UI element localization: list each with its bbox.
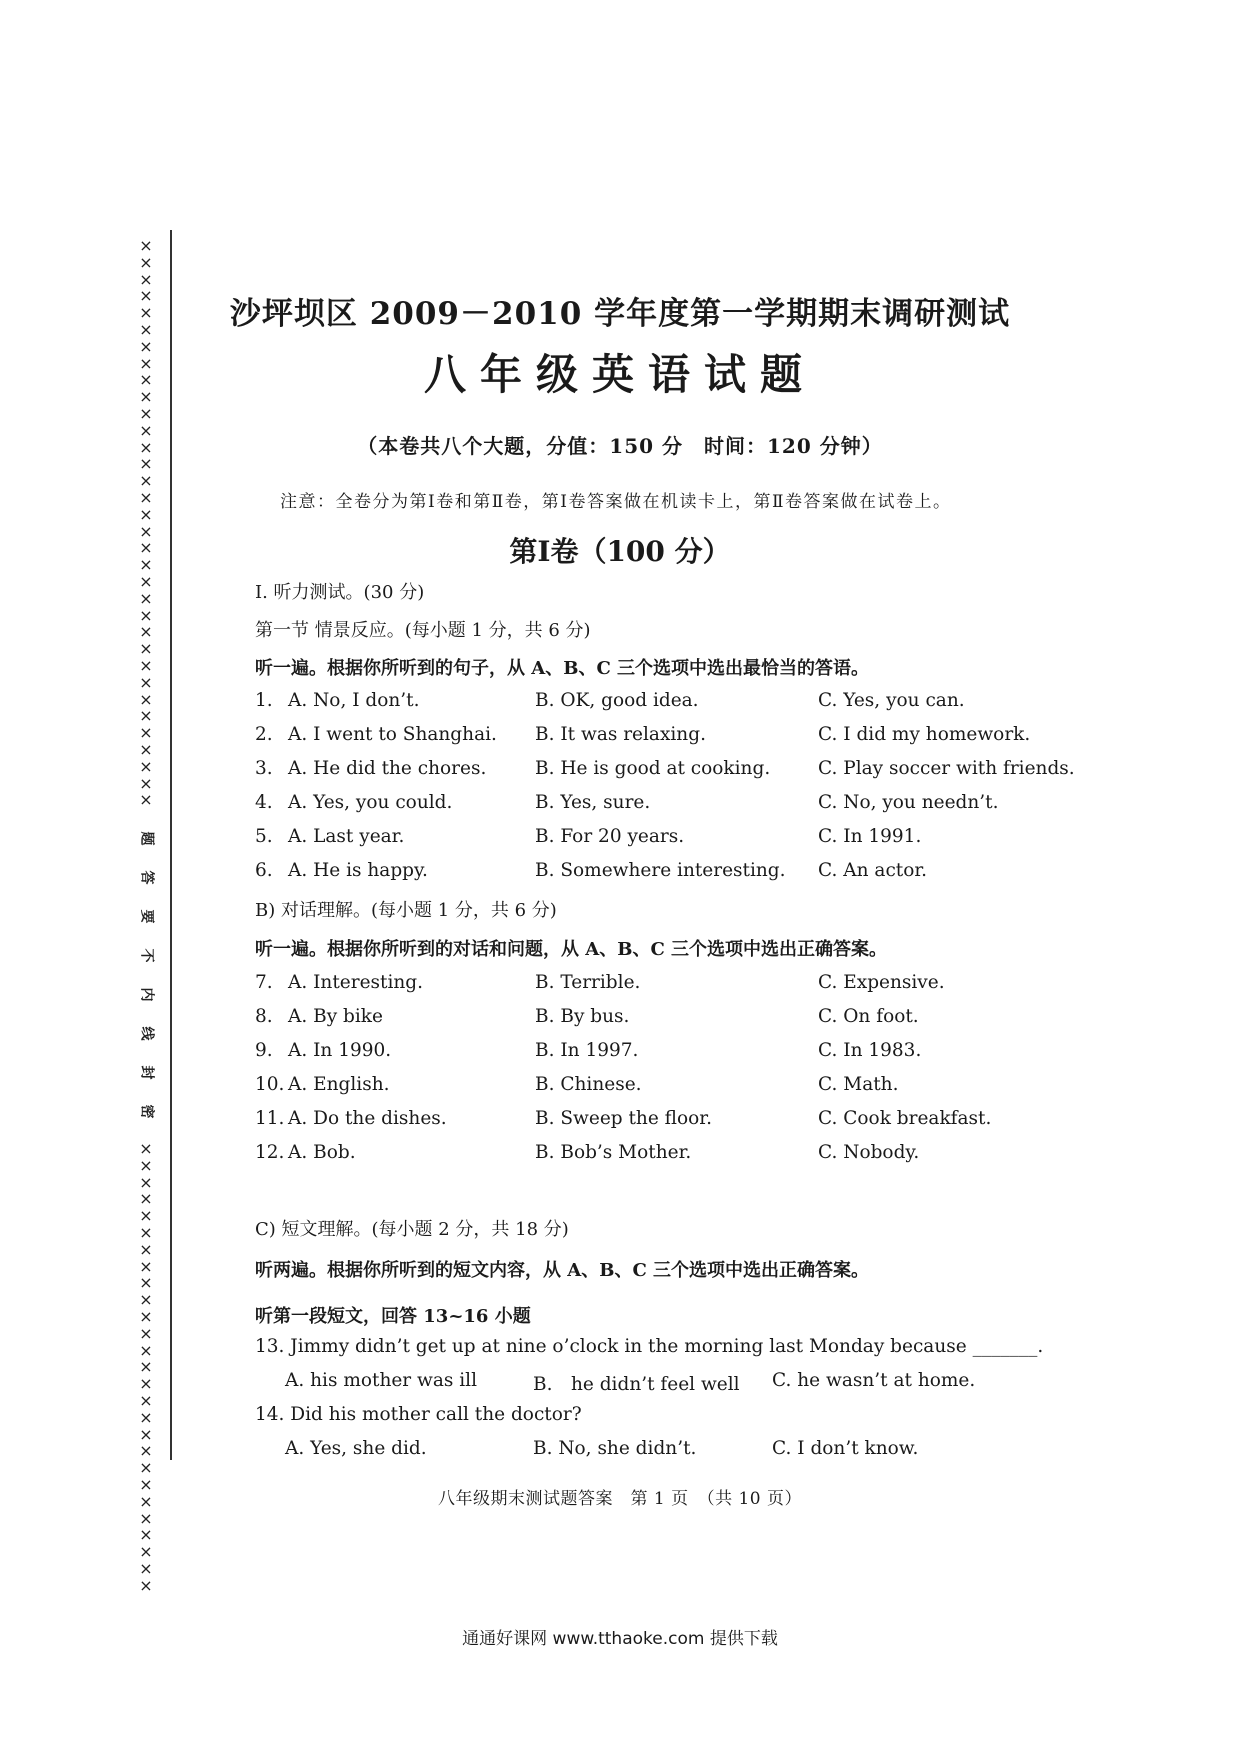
question-number: 2.: [255, 724, 273, 745]
seal-x-marks-bottom: × × × × × × × × × × × × × × × × × × × × × × × × × × ×: [139, 1139, 153, 1595]
option-a: A. Do the dishes.: [288, 1108, 447, 1129]
question-number: 8.: [255, 1006, 273, 1027]
question-row: [255, 826, 1055, 852]
option-b: B. Somewhere interesting.: [535, 860, 786, 881]
option-a: A. He is happy.: [288, 860, 428, 881]
part-title: 第Ⅰ卷（100 分）: [509, 535, 731, 568]
option-b: B. He is good at cooking.: [535, 758, 771, 779]
question-13-stem: 13. Jimmy didn’t get up at nine o’clock in the morning last Monday because _______.: [255, 1336, 1044, 1357]
option-c: C. An actor.: [818, 860, 928, 881]
question-row: [255, 1142, 1055, 1168]
seal-char: 密: [138, 1104, 155, 1119]
section-heading: I. 听力测试。(30 分): [255, 582, 425, 603]
seal-column: [128, 236, 164, 1595]
question-number: 5.: [255, 826, 273, 847]
question-number: 10.: [255, 1074, 285, 1095]
question-row: [255, 972, 1055, 998]
option-c: C. No, you needn’t.: [818, 792, 999, 813]
option-a: A. English.: [288, 1074, 390, 1095]
option-b: B. By bus.: [535, 1006, 630, 1027]
question-number: 12.: [255, 1142, 285, 1163]
subsection-c-heading: C) 短文理解。(每小题 2 分，共 18 分): [255, 1219, 569, 1240]
option-c: C. In 1983.: [818, 1040, 922, 1061]
seal-x-marks-top: × × × × × × × × × × × × × × × × × × × × × × × × × × × × × × × × × ×: [139, 236, 153, 810]
option-a: A. Bob.: [288, 1142, 356, 1163]
option-a: A. He did the chores.: [288, 758, 487, 779]
question-row: [255, 1006, 1055, 1032]
option-b: B. OK, good idea.: [535, 690, 699, 711]
question-number: 1.: [255, 690, 273, 711]
option-c: C. Play soccer with friends.: [818, 758, 1075, 779]
option-c: C. I did my homework.: [818, 724, 1031, 745]
seal-char: 要: [138, 909, 155, 924]
subsection-b-instruction: 听一遍。根据你所听到的对话和问题，从 A、B、C 三个选项中选出正确答案。: [255, 939, 888, 960]
option-c: C. Nobody.: [818, 1142, 920, 1163]
subsection-a-heading: 第一节 情景反应。(每小题 1 分，共 6 分): [255, 620, 591, 641]
seal-char: 题: [138, 831, 155, 846]
question-number: 11.: [255, 1108, 285, 1129]
subsection-a-instruction: 听一遍。根据你所听到的句子，从 A、B、C 三个选项中选出最恰当的答语。: [255, 658, 870, 679]
question-number: 9.: [255, 1040, 273, 1061]
question-row: [255, 724, 1055, 750]
question-number: 7.: [255, 972, 273, 993]
subsection-c-instruction: 听两遍。根据你所听到的短文内容，从 A、B、C 三个选项中选出正确答案。: [255, 1260, 870, 1281]
option-b: B. It was relaxing.: [535, 724, 706, 745]
exam-title: 沙坪坝区 2009－2010 学年度第一学期期末调研测试: [229, 296, 1011, 332]
seal-line: [170, 230, 172, 1460]
exam-notice: 注意：全卷分为第Ⅰ卷和第Ⅱ卷，第Ⅰ卷答案做在机读卡上，第Ⅱ卷答案做在试卷上。: [280, 492, 952, 512]
question-13-options: [285, 1370, 1045, 1396]
seal-char: 封: [138, 1065, 155, 1080]
seal-warning-text: [139, 819, 153, 1131]
option-c: C. he wasn’t at home.: [772, 1370, 976, 1391]
question-row: [255, 690, 1055, 716]
subsection-b-heading: B) 对话理解。(每小题 1 分，共 6 分): [255, 900, 557, 921]
option-a: A. Last year.: [288, 826, 405, 847]
option-a: A. By bike: [288, 1006, 383, 1027]
question-row: [255, 1108, 1055, 1134]
question-14-stem: 14. Did his mother call the doctor?: [255, 1404, 582, 1425]
option-a: A. his mother was ill: [285, 1370, 478, 1391]
exam-info: （本卷共八个大题，分值：150 分 时间：120 分钟）: [357, 434, 883, 458]
option-b: B. For 20 years.: [535, 826, 685, 847]
question-row: [255, 758, 1075, 784]
option-a: A. Yes, you could.: [288, 792, 453, 813]
question-number: 3.: [255, 758, 273, 779]
option-a: A. Yes, she did.: [285, 1438, 427, 1459]
page-footer: 八年级期末测试题答案 第 1 页 （共 10 页）: [437, 1489, 803, 1509]
seal-char: 不: [138, 948, 155, 963]
option-b: B. No, she didn’t.: [533, 1438, 697, 1459]
question-row: [255, 1040, 1055, 1066]
option-b: B. Terrible.: [535, 972, 641, 993]
option-b: B. he didn’t feel well: [533, 1374, 740, 1395]
option-b: B. Yes, sure.: [535, 792, 651, 813]
exam-subtitle: 八年级英语试题: [423, 350, 816, 399]
seal-char: 答: [138, 870, 155, 885]
option-b: B. Bob’s Mother.: [535, 1142, 692, 1163]
download-watermark: 通通好课网 www.tthaoke.com 提供下载: [462, 1629, 778, 1649]
question-number: 4.: [255, 792, 273, 813]
option-b: B. Chinese.: [535, 1074, 642, 1095]
question-row: [255, 792, 1055, 818]
option-b: B. In 1997.: [535, 1040, 639, 1061]
option-c: C. Math.: [818, 1074, 899, 1095]
seal-char: 线: [138, 1026, 155, 1041]
option-a: A. No, I don’t.: [288, 690, 420, 711]
option-c: C. Yes, you can.: [818, 690, 965, 711]
option-b: B. Sweep the floor.: [535, 1108, 712, 1129]
question-14-options: [285, 1438, 1045, 1464]
option-c: C. Cook breakfast.: [818, 1108, 992, 1129]
question-number: 6.: [255, 860, 273, 881]
option-c: C. I don’t know.: [772, 1438, 919, 1459]
question-row: [255, 860, 1055, 886]
seal-char: 内: [138, 987, 155, 1002]
option-c: C. In 1991.: [818, 826, 922, 847]
question-row: [255, 1074, 1055, 1100]
option-c: C. Expensive.: [818, 972, 945, 993]
option-c: C. On foot.: [818, 1006, 919, 1027]
option-a: A. I went to Shanghai.: [288, 724, 497, 745]
option-a: A. Interesting.: [288, 972, 424, 993]
passage-heading: 听第一段短文，回答 13~16 小题: [255, 1306, 531, 1327]
option-a: A. In 1990.: [288, 1040, 392, 1061]
